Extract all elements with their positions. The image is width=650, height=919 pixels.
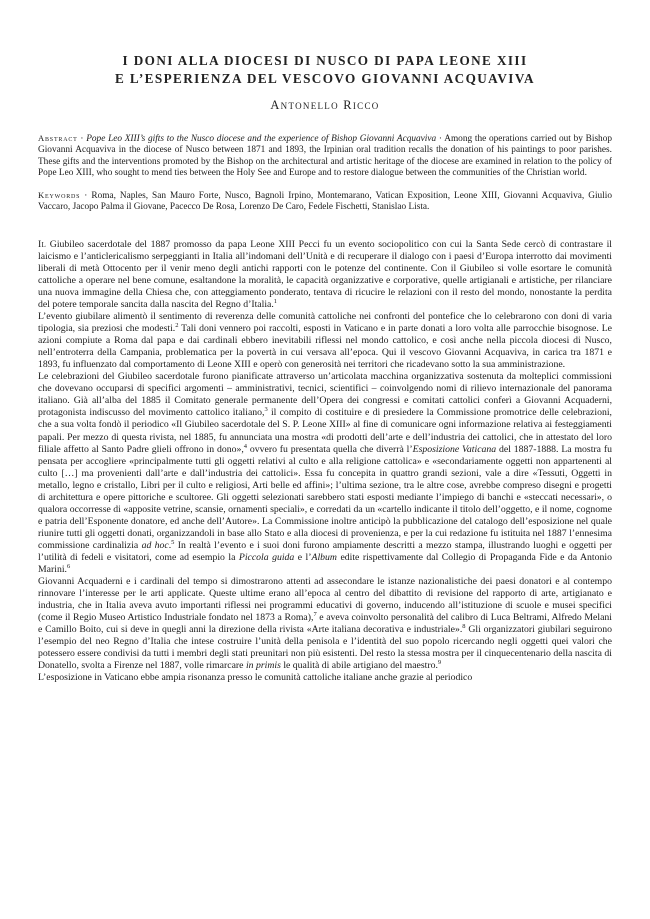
footnote-ref-8[interactable]: 8 bbox=[462, 623, 466, 631]
paragraph-4 bbox=[38, 576, 612, 672]
footnote-ref-2[interactable]: 2 bbox=[175, 321, 179, 329]
footnote-ref-6[interactable]: 6 bbox=[66, 562, 71, 570]
article-title bbox=[38, 52, 612, 88]
abstract-text: · Among the operations carried out by Bishop Giovanni Acquaviva in the diocese of Nusco between 1871 and 1893, the Irpinian oral tradition recalls the donation of his paintings to poor parishes. These gifts and the interventions promoted by the Bishop on the architectural and artistic heritage of the diocese are examined in relation to the policy of Pope Leo XIII, who sought to mend ties between the Holy See and Europe and to restore dialogue between the communities of the Christian world. bbox=[38, 134, 613, 178]
paragraph-5-text: L’esposizione in Vaticano ebbe ampia risonanza presso le comunità cattoliche italiane anche grazie al periodico bbox=[38, 672, 473, 684]
footnote-ref-7[interactable]: 7 bbox=[313, 610, 317, 618]
paragraph-3-text-h: edite rispettivamente dal Collegio di Propaganda Fide e da Antonio Marini. bbox=[38, 552, 612, 576]
footnote-ref-4[interactable]: 4 bbox=[243, 442, 248, 450]
paragraph-3-text-b: il compito di costituire e di presiedere la Commissione promotrice delle celebrazioni, che a sua volta fondò il periodico «Il Giubileo sacerdotale del S. P. Leone XIII» al fine di comunicare ogni informazione relativa ai festeggiamenti papali. Per mezzo di questa rivista, nel 1885, fu annunciata una mostra «di prodotti dell’arte e dell’industria dei cattolici, che in attestato del loro filiale affetto al Santo Padre glieli offrono in dono», bbox=[38, 407, 612, 455]
paragraph-3-text-a: Le celebrazioni del Giubileo sacerdotale furono pianificate attraverso un’articolata macchina organizzativa sostenuta da molteplici commissioni che dovevano occuparsi di specifici argomenti – amministrativi, tecnici, scientifici – coinvolgendo nomi di rilievo internazionale del panorama italiano. Già all’alba del 1885 il Comitato generale permanente dell’Opera dei congressi e comitati cattolici conferì a Giovanni Acquaderni, protagonista indiscusso del movimento cattolico italiano, bbox=[38, 371, 612, 419]
footnote-ref-9[interactable]: 9 bbox=[437, 659, 442, 667]
paragraph-5 bbox=[38, 672, 612, 684]
paragraph-4-text-b: e aveva coinvolto personalità del calibro di Luca Beltrami, Alfredo Melani e Camillo Boito, cui si deve in quegli anni la direzione della rivista «Arte italiana decorativa e industriale». bbox=[38, 612, 613, 636]
paragraph-3 bbox=[38, 371, 612, 576]
paragraph-1-lead: Il bbox=[38, 238, 47, 250]
title-line-1: I DONI ALLA DIOCESI DI NUSCO DI PAPA LEONE XIII bbox=[122, 53, 528, 68]
paragraph-1-text: Giubileo sacerdotale del 1887 promosso da papa Leone XIII Pecci fu un evento sociopolitico con cui la Santa Sede cercò di contrastare il laicismo e l’anticlericalismo serpeggianti in Italia all’indomani dell’Unità e di recuperare il dialogo con i paesi d’Europa interrotto dai movimenti liberali di metà Ottocento per il venir meno degli antichi rapporti con le potenze del continente. Con il Giubileo si volle esortare le comunità cattoliche a operare nel bene comune, esaltandone la moralità, le capacità organizzative e corporative, quelle artigianali e artistiche, per rilanciare una nuova immagine della Chiesa che, con atteggiamento ponderato, tentava di ricucire le relazioni con il resto del mondo, nonostante la perdita del potere temporale sancita dalla nascita del Regno d’Italia. bbox=[38, 238, 612, 311]
paragraph-4-text-d: le qualità di abile artigiano del maestro. bbox=[280, 660, 438, 672]
paragraph-3-text-f: In realtà l’evento e i suoi doni furono ampiamente descritti a mezzo stampa, illustrando luoghi e oggetti per l’utilità di fedeli e visitatori, come ad esempio la bbox=[38, 539, 612, 563]
paragraph-3-text-c: ovvero fu presentata quella che diverrà l’ bbox=[247, 443, 413, 455]
article-body bbox=[38, 239, 612, 685]
footnote-ref-5[interactable]: 5 bbox=[171, 538, 175, 546]
italic-album: Album bbox=[311, 552, 337, 563]
footnote-ref-3[interactable]: 3 bbox=[264, 406, 268, 414]
abstract-english-title: Pope Leo XIII’s gifts to the Nusco diocese and the experience of Bishop Giovanni Acquaviva bbox=[86, 134, 437, 144]
paragraph-1 bbox=[38, 239, 612, 311]
abstract bbox=[38, 133, 612, 179]
italic-esposizione-vaticana: Esposizione Vaticana bbox=[412, 443, 497, 455]
paragraph-3-text-e: . bbox=[168, 539, 172, 551]
abstract-sep: · bbox=[77, 134, 87, 144]
italic-in-primis: in primis bbox=[245, 660, 281, 672]
footnote-ref-1[interactable]: 1 bbox=[273, 297, 278, 305]
paragraph-3-text-d: del 1887-1888. La mostra fu pensata per accogliere «principalmente tutti gli oggetti relativi al culto e alla religione cattolica» e «secondariamente oggetti non appartenenti al culto […] ma provenienti dall’arte e dall’industria dei cattolici». Essa fu concepita in quattro grandi sezioni, vale a dire «Tessuti, Oggetti in metallo, legno e cristallo, Libri per il culto e religiosi, Arti belle ed affini»; l’ultima sezione, tra le altre cose, avrebbe compreso disegni e progetti di architettura e opere pittoriche e scultoree. Gli oggetti selezionati sarebbero stati esposti mediante l’impiego di banchi e «steccati necessari», o qualora occorresse di «apposite vetrine, scansie, ornamenti speciali», e corredati da un «cartello indicante il titolo dell’oggetto, e il nome, cognome e patria dell’Esponente donatore, ed anche dell’Autore». La Commissione inoltre anticipò la pubblicazione del catalogo dell’esposizione nel quale riunire tutti gli oggetti donati, organizzandoli in base allo Stato e alla diocesi di provenienza, e per la cui redazione fu istituita nel 1887 l’ennesima commissione cardinalizia bbox=[38, 443, 612, 551]
italic-piccola-guida: Piccola guida bbox=[238, 552, 295, 563]
keywords-label: Keywords bbox=[38, 190, 81, 201]
title-line-2: E L’ESPERIENZA DEL VESCOVO GIOVANNI ACQUAVIVA bbox=[114, 71, 535, 86]
abstract-label: Abstract bbox=[38, 133, 78, 143]
paragraph-2-text-a: L’evento giubilare alimentò il sentimento di reverenza delle comunità cattoliche nei confronti del pontefice che lo celebrarono con doni di varia tipologia, sia preziosi che modesti. bbox=[38, 311, 612, 335]
paragraph-2 bbox=[38, 311, 612, 371]
paragraph-4-text-a: Giovanni Acquaderni e i cardinali del tempo si dimostrarono attenti ad assecondare le istanze nazionalistiche dei paesi donatori e al contempo rinnovare l’interesse per le arti applicate. Queste ultime erano all’epoca al centro del dibattito di revisione del rapporto di arte, artigianato e industria, che in Italia aveva avuto importanti riflessi nei programmi educativi di governo, inducendo all’istituzione di scuole e musei specifici (come il Regio Museo Artistico Industriale fondato nel 1873 a Roma), bbox=[38, 576, 612, 624]
paragraph-4-text-c: Gli organizzatori giubilari seguirono l’esempio del neo Regno d’Italia che intese costruire l’unità della penisola e l’identità del suo popolo ricercando negli oggetti quei valori che potessero essere condivisi da tutti i membri degli stati preunitari non più esistenti. Del resto la stessa mostra per il cinquecentenario della nascita di Donatello, svolta a Firenze nel 1887, volle rimarcare bbox=[38, 624, 613, 672]
paragraph-3-text-g: e l’ bbox=[294, 552, 312, 563]
keywords bbox=[38, 190, 612, 214]
paragraph-2-text-b: Tali doni vennero poi raccolti, esposti in Vaticano e in parte donati a loro volta alle parrocchie bisognose. Le azioni compiute a Roma dal papa e dai cardinali ebbero inevitabili riflessi nel mondo cattolico, e così anche nella piccola diocesi di Nusco, nell’entroterra della Campania, problematica per la povertà in cui versava all’epoca. Qui il vescovo Giovanni Acquaviva, in carica tra 1871 e 1893, fu influenzato dal comportamento di Leone XIII e operò con generosità nei territori che ricadevano sotto la sua amministrazione. bbox=[38, 323, 612, 371]
italic-ad-hoc: ad hoc bbox=[141, 539, 169, 551]
keywords-text: · Roma, Naples, San Mauro Forte, Nusco, Bagnoli Irpino, Montemarano, Vatican Exposition, Leone XIII, Giovanni Acquaviva, Giulio Vaccaro, Jacopo Palma il Giovane, Pacecco De Rosa, Lorenzo De Caro, Fedele Fischetti, Stanislao Lista. bbox=[38, 191, 612, 213]
author-name: Antonello Ricco bbox=[270, 98, 380, 112]
